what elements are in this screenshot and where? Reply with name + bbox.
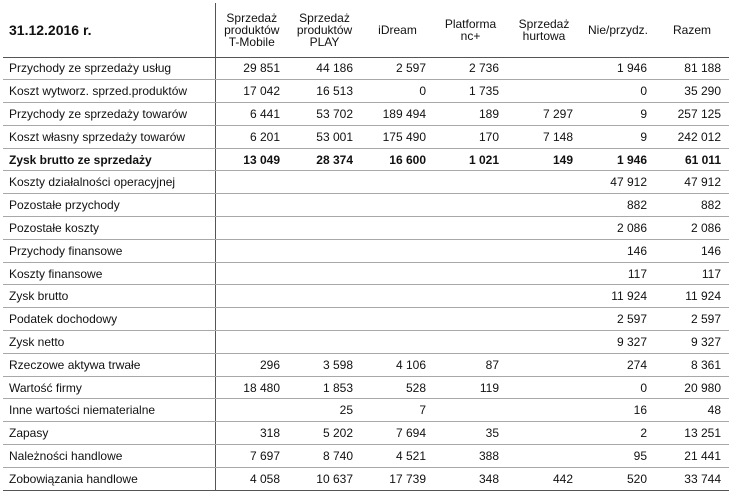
cell-platforma: 1 735 bbox=[434, 80, 507, 103]
cell-hurtowa bbox=[507, 422, 581, 445]
cell-tmobile: 6 441 bbox=[215, 103, 288, 126]
cell-idream: 0 bbox=[361, 80, 434, 103]
cell-platforma bbox=[434, 239, 507, 262]
table-row bbox=[3, 445, 729, 468]
table-body bbox=[3, 57, 729, 490]
cell-play bbox=[288, 308, 361, 331]
cell-platforma: 2 736 bbox=[434, 57, 507, 80]
cell-razem: 2 086 bbox=[655, 217, 729, 240]
cell-play: 8 740 bbox=[288, 445, 361, 468]
cell-razem: 20 980 bbox=[655, 376, 729, 399]
row-label: Zysk brutto ze sprzedaży bbox=[3, 148, 215, 171]
row-label: Zysk netto bbox=[3, 331, 215, 354]
cell-nieprzydz: 2 bbox=[581, 422, 655, 445]
cell-razem: 47 912 bbox=[655, 171, 729, 194]
cell-nieprzydz: 9 327 bbox=[581, 331, 655, 354]
cell-idream bbox=[361, 331, 434, 354]
segment-table bbox=[3, 3, 729, 491]
column-header-razem: Razem bbox=[655, 3, 729, 57]
cell-nieprzydz: 274 bbox=[581, 353, 655, 376]
cell-tmobile bbox=[215, 262, 288, 285]
column-header-play: Sprzedaż produktów PLAY bbox=[288, 3, 361, 57]
cell-razem: 882 bbox=[655, 194, 729, 217]
row-label: Zysk brutto bbox=[3, 285, 215, 308]
cell-play bbox=[288, 285, 361, 308]
table-row bbox=[3, 467, 729, 490]
cell-platforma: 35 bbox=[434, 422, 507, 445]
cell-tmobile: 296 bbox=[215, 353, 288, 376]
cell-nieprzydz: 146 bbox=[581, 239, 655, 262]
cell-nieprzydz: 1 946 bbox=[581, 57, 655, 80]
table-row bbox=[3, 80, 729, 103]
cell-platforma bbox=[434, 217, 507, 240]
cell-idream: 175 490 bbox=[361, 125, 434, 148]
column-header-hurtowa: Sprzedaż hurtowa bbox=[507, 3, 581, 57]
cell-hurtowa: 7 297 bbox=[507, 103, 581, 126]
cell-hurtowa bbox=[507, 57, 581, 80]
cell-nieprzydz: 47 912 bbox=[581, 171, 655, 194]
cell-play: 53 001 bbox=[288, 125, 361, 148]
cell-play: 16 513 bbox=[288, 80, 361, 103]
cell-play: 25 bbox=[288, 399, 361, 422]
cell-platforma: 170 bbox=[434, 125, 507, 148]
cell-hurtowa bbox=[507, 80, 581, 103]
cell-platforma: 1 021 bbox=[434, 148, 507, 171]
table-row bbox=[3, 194, 729, 217]
cell-hurtowa bbox=[507, 353, 581, 376]
table-row bbox=[3, 262, 729, 285]
cell-nieprzydz: 0 bbox=[581, 376, 655, 399]
cell-hurtowa: 7 148 bbox=[507, 125, 581, 148]
cell-tmobile bbox=[215, 239, 288, 262]
cell-nieprzydz: 1 946 bbox=[581, 148, 655, 171]
cell-razem: 13 251 bbox=[655, 422, 729, 445]
table-row bbox=[3, 103, 729, 126]
cell-tmobile: 29 851 bbox=[215, 57, 288, 80]
column-header-platforma: Platforma nc+ bbox=[434, 3, 507, 57]
cell-platforma bbox=[434, 308, 507, 331]
cell-platforma: 119 bbox=[434, 376, 507, 399]
cell-hurtowa bbox=[507, 217, 581, 240]
cell-hurtowa bbox=[507, 308, 581, 331]
table-row bbox=[3, 376, 729, 399]
row-label: Zapasy bbox=[3, 422, 215, 445]
cell-hurtowa bbox=[507, 285, 581, 308]
table-row bbox=[3, 171, 729, 194]
row-label: Koszt wytworz. sprzed.produktów bbox=[3, 80, 215, 103]
cell-tmobile: 4 058 bbox=[215, 467, 288, 490]
cell-idream: 2 597 bbox=[361, 57, 434, 80]
cell-idream: 7 694 bbox=[361, 422, 434, 445]
table-row bbox=[3, 148, 729, 171]
row-label: Należności handlowe bbox=[3, 445, 215, 468]
table-row bbox=[3, 217, 729, 240]
cell-tmobile: 18 480 bbox=[215, 376, 288, 399]
cell-idream: 17 739 bbox=[361, 467, 434, 490]
cell-hurtowa: 442 bbox=[507, 467, 581, 490]
cell-nieprzydz: 520 bbox=[581, 467, 655, 490]
cell-nieprzydz: 9 bbox=[581, 125, 655, 148]
cell-tmobile bbox=[215, 331, 288, 354]
row-label: Zobowiązania handlowe bbox=[3, 467, 215, 490]
cell-nieprzydz: 117 bbox=[581, 262, 655, 285]
cell-hurtowa bbox=[507, 262, 581, 285]
cell-play: 28 374 bbox=[288, 148, 361, 171]
cell-razem: 8 361 bbox=[655, 353, 729, 376]
cell-play bbox=[288, 239, 361, 262]
cell-razem: 242 012 bbox=[655, 125, 729, 148]
cell-platforma: 348 bbox=[434, 467, 507, 490]
table-row bbox=[3, 57, 729, 80]
cell-tmobile bbox=[215, 399, 288, 422]
cell-idream bbox=[361, 262, 434, 285]
cell-nieprzydz: 0 bbox=[581, 80, 655, 103]
cell-idream: 528 bbox=[361, 376, 434, 399]
row-label: Pozostałe koszty bbox=[3, 217, 215, 240]
cell-idream: 4 106 bbox=[361, 353, 434, 376]
cell-nieprzydz: 2 086 bbox=[581, 217, 655, 240]
column-header-nieprzydz: Nie/przydz. bbox=[581, 3, 655, 57]
cell-razem: 9 327 bbox=[655, 331, 729, 354]
cell-idream: 4 521 bbox=[361, 445, 434, 468]
cell-play: 10 637 bbox=[288, 467, 361, 490]
table-row bbox=[3, 353, 729, 376]
cell-tmobile bbox=[215, 308, 288, 331]
cell-nieprzydz: 882 bbox=[581, 194, 655, 217]
column-header-tmobile: Sprzedaż produktów T-Mobile bbox=[215, 3, 288, 57]
cell-play: 5 202 bbox=[288, 422, 361, 445]
row-label: Pozostałe przychody bbox=[3, 194, 215, 217]
cell-nieprzydz: 9 bbox=[581, 103, 655, 126]
cell-platforma bbox=[434, 262, 507, 285]
cell-tmobile: 17 042 bbox=[215, 80, 288, 103]
cell-idream: 16 600 bbox=[361, 148, 434, 171]
cell-idream bbox=[361, 308, 434, 331]
table-row bbox=[3, 125, 729, 148]
row-label: Wartość firmy bbox=[3, 376, 215, 399]
cell-tmobile: 13 049 bbox=[215, 148, 288, 171]
cell-razem: 35 290 bbox=[655, 80, 729, 103]
table-row bbox=[3, 399, 729, 422]
cell-idream bbox=[361, 194, 434, 217]
cell-razem: 146 bbox=[655, 239, 729, 262]
cell-tmobile bbox=[215, 171, 288, 194]
cell-idream bbox=[361, 239, 434, 262]
cell-hurtowa bbox=[507, 239, 581, 262]
cell-idream bbox=[361, 285, 434, 308]
cell-platforma bbox=[434, 331, 507, 354]
cell-platforma bbox=[434, 399, 507, 422]
cell-hurtowa bbox=[507, 399, 581, 422]
row-label: Koszt własny sprzedaży towarów bbox=[3, 125, 215, 148]
column-header-idream: iDream bbox=[361, 3, 434, 57]
cell-platforma: 388 bbox=[434, 445, 507, 468]
cell-platforma bbox=[434, 171, 507, 194]
cell-play: 44 186 bbox=[288, 57, 361, 80]
cell-hurtowa bbox=[507, 331, 581, 354]
cell-tmobile bbox=[215, 217, 288, 240]
row-label: Koszty działalności operacyjnej bbox=[3, 171, 215, 194]
cell-tmobile: 6 201 bbox=[215, 125, 288, 148]
cell-nieprzydz: 95 bbox=[581, 445, 655, 468]
cell-nieprzydz: 2 597 bbox=[581, 308, 655, 331]
row-label: Inne wartości niematerialne bbox=[3, 399, 215, 422]
cell-tmobile bbox=[215, 194, 288, 217]
cell-razem: 33 744 bbox=[655, 467, 729, 490]
table-row bbox=[3, 422, 729, 445]
cell-play bbox=[288, 194, 361, 217]
row-label: Rzeczowe aktywa trwałe bbox=[3, 353, 215, 376]
table-row bbox=[3, 239, 729, 262]
cell-idream bbox=[361, 171, 434, 194]
cell-hurtowa bbox=[507, 194, 581, 217]
cell-hurtowa: 149 bbox=[507, 148, 581, 171]
cell-nieprzydz: 16 bbox=[581, 399, 655, 422]
cell-play bbox=[288, 262, 361, 285]
cell-hurtowa bbox=[507, 376, 581, 399]
cell-idream: 189 494 bbox=[361, 103, 434, 126]
row-label: Koszty finansowe bbox=[3, 262, 215, 285]
cell-tmobile: 7 697 bbox=[215, 445, 288, 468]
cell-tmobile: 318 bbox=[215, 422, 288, 445]
header-row bbox=[3, 3, 729, 57]
cell-play bbox=[288, 331, 361, 354]
cell-play: 53 702 bbox=[288, 103, 361, 126]
cell-razem: 21 441 bbox=[655, 445, 729, 468]
cell-hurtowa bbox=[507, 171, 581, 194]
cell-idream bbox=[361, 217, 434, 240]
cell-play bbox=[288, 217, 361, 240]
row-label: Przychody finansowe bbox=[3, 239, 215, 262]
cell-play: 3 598 bbox=[288, 353, 361, 376]
table-row bbox=[3, 308, 729, 331]
cell-tmobile bbox=[215, 285, 288, 308]
cell-razem: 48 bbox=[655, 399, 729, 422]
cell-platforma bbox=[434, 285, 507, 308]
cell-hurtowa bbox=[507, 445, 581, 468]
cell-razem: 11 924 bbox=[655, 285, 729, 308]
cell-play bbox=[288, 171, 361, 194]
row-label: Przychody ze sprzedaży towarów bbox=[3, 103, 215, 126]
cell-nieprzydz: 11 924 bbox=[581, 285, 655, 308]
cell-razem: 2 597 bbox=[655, 308, 729, 331]
cell-razem: 117 bbox=[655, 262, 729, 285]
table-row bbox=[3, 285, 729, 308]
cell-idream: 7 bbox=[361, 399, 434, 422]
cell-platforma bbox=[434, 194, 507, 217]
cell-razem: 81 188 bbox=[655, 57, 729, 80]
cell-platforma: 87 bbox=[434, 353, 507, 376]
cell-platforma: 189 bbox=[434, 103, 507, 126]
table-title: 31.12.2016 r. bbox=[3, 3, 215, 57]
cell-razem: 257 125 bbox=[655, 103, 729, 126]
cell-play: 1 853 bbox=[288, 376, 361, 399]
table-row bbox=[3, 331, 729, 354]
cell-razem: 61 011 bbox=[655, 148, 729, 171]
row-label: Przychody ze sprzedaży usług bbox=[3, 57, 215, 80]
row-label: Podatek dochodowy bbox=[3, 308, 215, 331]
